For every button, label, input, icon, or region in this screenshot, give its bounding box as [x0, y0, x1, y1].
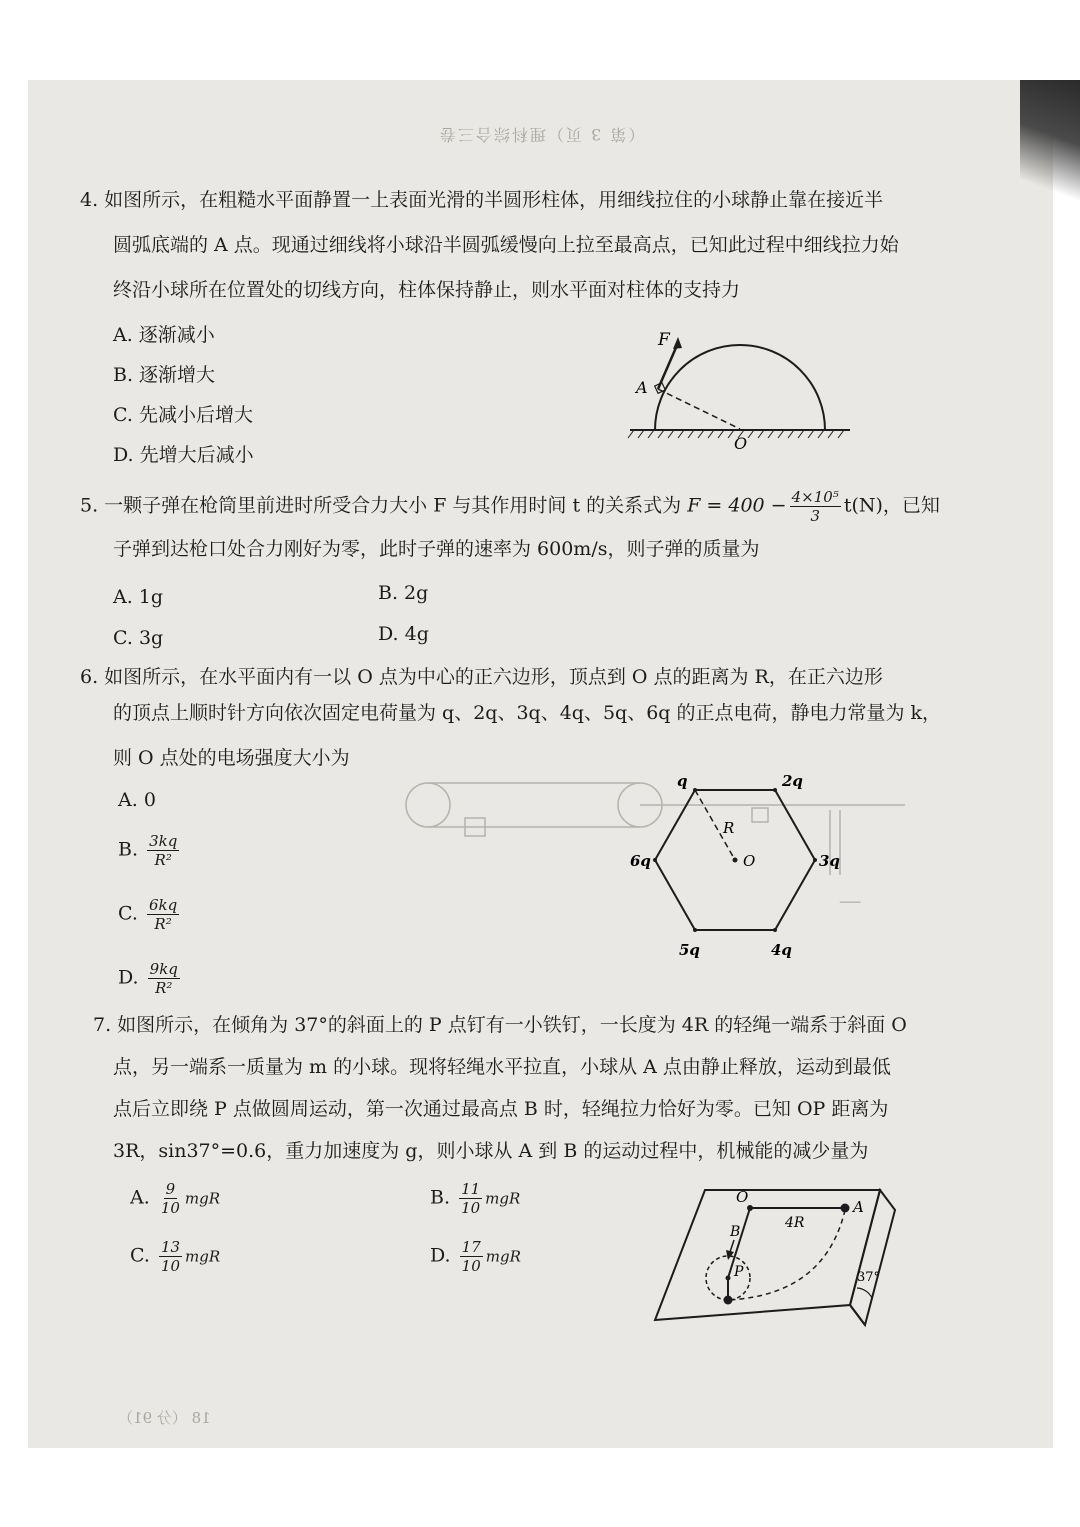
center-point-O	[733, 858, 738, 863]
q7-option-d-tail: mgR	[485, 1247, 521, 1266]
page-corner-shadow	[1020, 80, 1080, 220]
q6-option-c-num: 6kq	[148, 896, 178, 914]
q5-line-2: 子弹到达枪口处合力刚好为零，此时子弹的速率为 600m/s，则子弹的质量为	[113, 538, 760, 560]
q7-option-c-num: 13	[160, 1238, 181, 1256]
charge-6q: 6q	[630, 852, 651, 870]
charge-2q: 2q	[782, 772, 803, 790]
angle-arc	[857, 1288, 872, 1298]
q6-option-d-fraction	[148, 960, 180, 997]
charge-3q: 3q	[819, 852, 840, 870]
semicircle-arc	[655, 345, 825, 430]
q7-option-b-fraction	[459, 1180, 482, 1217]
q5-line-1-text: 5. 一颗子弹在枪筒里前进时所受合力大小 F 与其作用时间 t 的关系式为	[80, 494, 688, 517]
q5-formula-fraction	[790, 488, 841, 525]
label-P: P	[734, 1264, 744, 1280]
q6-option-a-label: A.	[118, 789, 138, 811]
q7-option-d	[430, 1238, 521, 1275]
q4-option-c: C. 先减小后增大	[113, 404, 253, 426]
label-O: O	[743, 852, 756, 870]
q7-option-a-tail: mgR	[184, 1189, 221, 1208]
label-A: A	[853, 1198, 864, 1216]
q6-option-b	[118, 832, 182, 869]
ball-low	[724, 1296, 733, 1305]
q6-option-c	[118, 896, 182, 933]
q6-option-b-fraction	[147, 832, 179, 869]
charge-5q: 5q	[679, 941, 700, 959]
q7-line-2: 点，另一端系一质量为 m 的小球。现将轻绳水平拉直，小球从 A 点由静止释放，运动到最低	[113, 1056, 891, 1078]
q6-option-c-fraction	[147, 896, 179, 933]
q7-option-c-den: 10	[160, 1257, 181, 1275]
q5-formula-lhs: F = 400 −	[687, 494, 787, 517]
label-O: O	[734, 434, 748, 453]
q7-line-1: 7. 如图所示，在倾角为 37°的斜面上的 P 点钉有一小铁钉，一长度为 4R 的轻绳一端系于斜面 O	[93, 1014, 907, 1036]
q6-option-d	[118, 960, 183, 997]
q6-option-d-num: 9kq	[149, 960, 178, 978]
q7-option-c-tail: mgR	[185, 1247, 221, 1266]
label-R: R	[723, 819, 735, 837]
q7-option-c	[130, 1238, 220, 1275]
q7-option-d-fraction	[460, 1238, 483, 1275]
page-header: （第 3 页）理科综合三卷	[438, 125, 645, 144]
charge-4q: 4q	[771, 941, 792, 959]
q4-line-2: 圆弧底端的 A 点。现通过细线将小球沿半圆弧缓慢向上拉至最高点，已知此过程中细线拉力始	[113, 234, 899, 256]
q6-option-d-den: R²	[155, 979, 173, 997]
radius-dashed	[658, 389, 740, 429]
q6-option-b-label: B.	[118, 838, 139, 861]
q5-formula-rhs: t(N)，已知	[843, 494, 940, 517]
q6-option-b-den: R²	[154, 851, 172, 869]
q7-option-c-label: C.	[130, 1244, 150, 1267]
q4-option-a: A. 逐渐减小	[113, 324, 215, 346]
nail-P	[726, 1276, 731, 1281]
q7-option-a-label: A.	[130, 1186, 150, 1209]
q7-option-a-den: 10	[160, 1199, 180, 1217]
q5-formula-den: 3	[810, 507, 820, 525]
label-A: A	[636, 378, 648, 397]
q6-option-c-den: R²	[154, 915, 172, 933]
q7-line-4: 3R，sin37°=0.6，重力加速度为 g，则小球从 A 到 B 的运动过程中，机械能的减少量为	[113, 1140, 869, 1162]
q6-option-a	[118, 788, 156, 812]
q5-line-1	[80, 488, 940, 525]
q7-line-3: 点后立即绕 P 点做圆周运动，第一次通过最高点 B 时，轻绳拉力恰好为零。已知 OP 距离为	[113, 1098, 889, 1120]
page-footer: 18 （分 91）	[118, 1409, 211, 1427]
q7-option-d-label: D.	[430, 1244, 451, 1267]
q7-option-a-fraction	[159, 1180, 182, 1217]
q6-option-d-label: D.	[118, 966, 139, 989]
label-4R: 4R	[785, 1215, 805, 1231]
q7-incline-figure	[650, 1180, 900, 1345]
q7-option-c-fraction	[159, 1238, 182, 1275]
bleed-through-text: ──	[840, 893, 861, 913]
q5-formula-num: 4×10⁵	[791, 488, 839, 506]
label-37deg: 37°	[857, 1270, 881, 1285]
label-B: B	[730, 1224, 741, 1240]
q7-option-b-tail: mgR	[485, 1189, 521, 1208]
q4-semicircle-figure	[620, 325, 860, 455]
q6-option-a-value: 0	[143, 789, 156, 811]
q7-option-a	[130, 1180, 220, 1217]
q4-line-3: 终沿小球所在位置处的切线方向，柱体保持静止，则水平面对柱体的支持力	[113, 279, 741, 301]
q7-option-b-label: B.	[430, 1186, 451, 1209]
q5-option-d: D. 4g	[378, 623, 429, 645]
q7-option-d-num: 17	[461, 1238, 481, 1256]
q6-line-3: 则 O 点处的电场强度大小为	[113, 747, 350, 769]
q4-line-1: 4. 如图所示，在粗糙水平面静置一上表面光滑的半圆形柱体，用细线拉住的小球静止靠在接近半	[80, 189, 884, 211]
q7-option-d-den: 10	[461, 1257, 481, 1275]
q7-option-b-den: 10	[461, 1199, 481, 1217]
label-F: F	[658, 330, 670, 350]
label-O: O	[736, 1188, 749, 1206]
q4-option-b: B. 逐渐增大	[113, 364, 216, 386]
q4-option-d: D. 先增大后减小	[113, 444, 254, 466]
q7-option-b-num: 11	[461, 1180, 481, 1198]
q6-hexagon-figure	[625, 770, 855, 970]
force-arrowhead	[673, 337, 682, 349]
ball-A	[841, 1204, 850, 1213]
charge-q: q	[677, 772, 688, 790]
q6-line-2: 的顶点上顺时针方向依次固定电荷量为 q、2q、3q、4q、5q、6q 的正点电荷，静电力常量为 k，	[113, 702, 942, 724]
q6-option-c-label: C.	[118, 902, 138, 925]
q5-option-b: B. 2g	[378, 582, 429, 604]
q5-option-c: C. 3g	[113, 627, 164, 649]
q7-option-b	[430, 1180, 520, 1217]
q6-line-1: 6. 如图所示，在水平面内有一以 O 点为中心的正六边形，顶点到 O 点的距离为 R，在正六边形	[80, 666, 883, 688]
q6-option-b-num: 3kq	[149, 832, 178, 850]
q7-option-a-num: 9	[165, 1180, 176, 1198]
q5-option-a: A. 1g	[113, 586, 164, 608]
